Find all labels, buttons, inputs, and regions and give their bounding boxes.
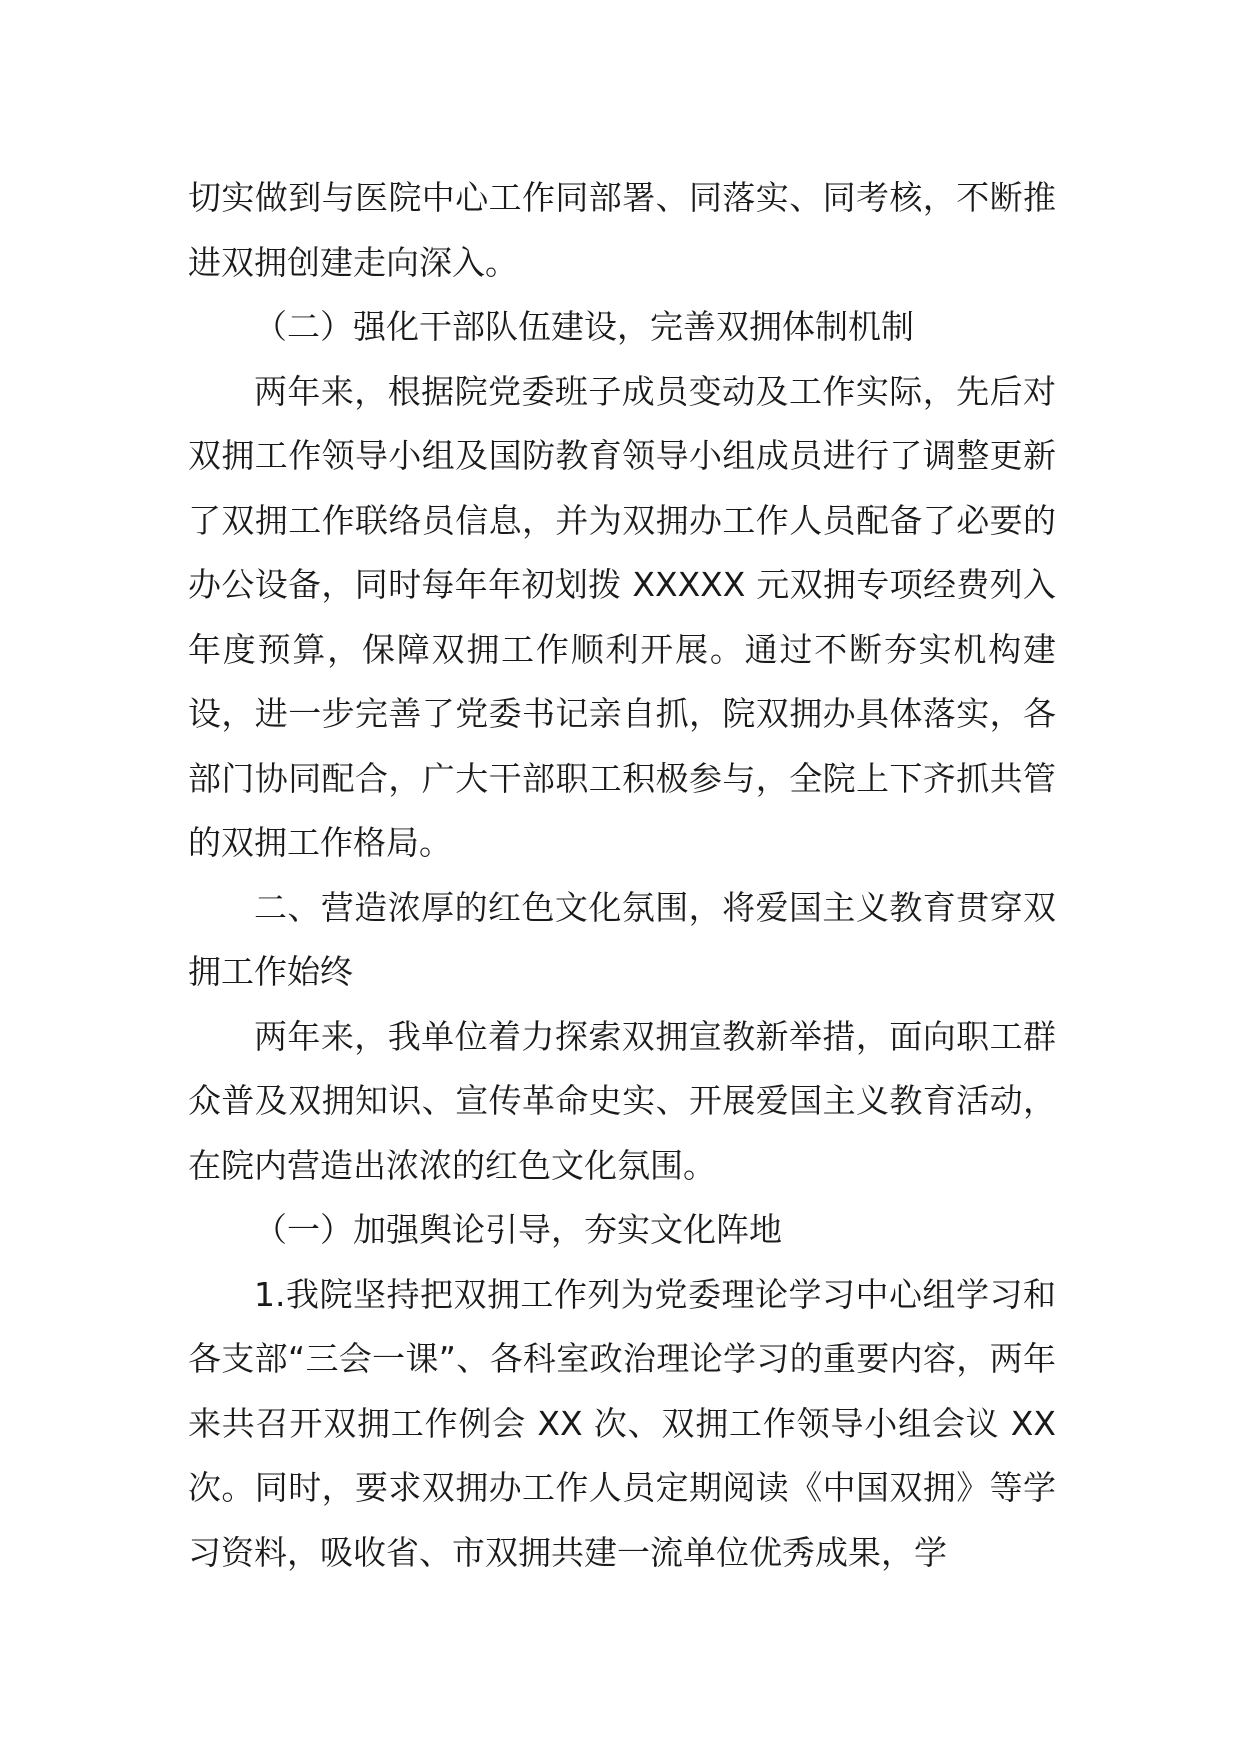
paragraph: 1.我院坚持把双拥工作列为党委理论学习中心组学习和各支部“三会一课”、各科室政治理论学习的重要内容，两年来共召开双拥工作例会 XX 次、双拥工作领导小组会议 XX 次。同时，要求双拥办工作人员定期阅读《中国双拥》等学习资料，吸收省、市双拥共建一流单位优秀成果，学 xyxy=(188,1274,1056,1572)
section-heading: （二）强化干部队伍建设，完善双拥体制机制 xyxy=(254,307,914,346)
paragraph: 两年来，根据院党委班子成员变动及工作实际，先后对双拥工作领导小组及国防教育领导小组成员进行了调整更新了双拥工作联络员信息，并为双拥办工作人员配备了必要的办公设备，同时每年年初划拨 XXXXX 元双拥专项经费列入年度预算，保障双拥工作顺利开展。通过不断夯实机构建设，进一步完善了党委书记亲自抓，院双拥办具体落实，各部门协同配合，广大干部职工积极参与，全院上下齐抓共管的双拥工作格局。 xyxy=(188,371,1056,862)
document-body xyxy=(188,166,1056,1585)
section-heading: （一）加强舆论引导，夯实文化阵地 xyxy=(254,1210,782,1249)
chapter-heading: 二、营造浓厚的红色文化氛围，将爱国主义教育贯穿双拥工作始终 xyxy=(188,887,1056,991)
paragraph: 切实做到与医院中心工作同部署、同落实、同考核，不断推进双拥创建走向深入。 xyxy=(188,178,1056,282)
paragraph: 两年来，我单位着力探索双拥宣教新举措，面向职工群众普及双拥知识、宣传革命史实、开展爱国主义教育活动，在院内营造出浓浓的红色文化氛围。 xyxy=(188,1016,1056,1185)
